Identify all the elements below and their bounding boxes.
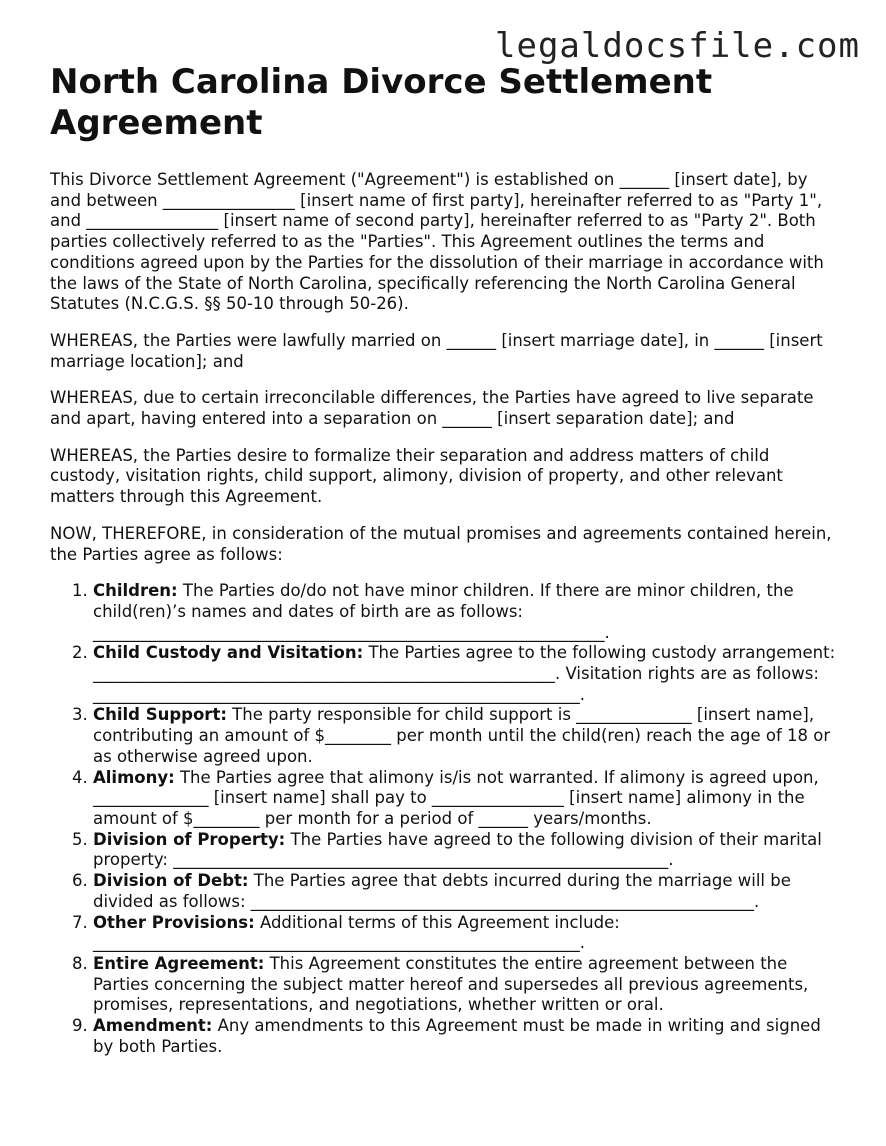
item-heading: Other Provisions: (93, 912, 255, 932)
item-text: The party responsible for child support is ______________ [insert name], contributing an amount of $________ per month until the child(ren) reach the age of 18 or as otherwise agreed upon. (93, 705, 831, 766)
list-item (93, 830, 840, 871)
watermark-text: legaldocsfile.com (495, 26, 860, 66)
list-item (93, 581, 840, 643)
document-title: North Carolina Divorce Settlement Agreement (50, 62, 713, 143)
item-text: Any amendments to this Agreement must be made in writing and signed by both Parties. (93, 1016, 821, 1056)
intro-paragraph: This Divorce Settlement Agreement ("Agreement") is established on ______ [insert date], by and between ________________ [insert name of first party], hereinafter referred to as "Party 1", and ________________ [insert name of second party], hereinafter referred to as "Party 2". Both parties collectively referred to as the "Parties". This Agreement outlines the terms and conditions agreed upon by the Parties for the dissolution of their marriage in accordance with the laws of the State of North Carolina, specifically referencing the North Carolina General Statutes (N.C.G.S. §§ 50-10 through 50-26). (50, 170, 824, 314)
item-heading: Division of Debt: (93, 871, 249, 891)
whereas-separation-paragraph: WHEREAS, due to certain irreconcilable differences, the Parties have agreed to live separate and apart, having entered into a separation on ______ [insert separation date]; and (50, 388, 814, 429)
item-text: The Parties agree that alimony is/is not warranted. If alimony is agreed upon, ______________ [insert name] shall pay to ________________ [insert name] alimony in the amount of $________ per month for a period of ______ years/months. (93, 767, 819, 828)
document-page (50, 62, 840, 1057)
item-heading: Division of Property: (93, 829, 286, 849)
whereas-married-paragraph: WHEREAS, the Parties were lawfully married on ______ [insert marriage date], in ______ [insert marriage location]; and (50, 330, 823, 371)
item-heading: Child Custody and Visitation: (93, 643, 364, 663)
whereas-formalize-paragraph: WHEREAS, the Parties desire to formalize their separation and address matters of child custody, visitation rights, child support, alimony, division of property, and other relevant matters through this Agreement. (50, 445, 783, 507)
item-heading: Entire Agreement: (93, 953, 265, 973)
list-item (93, 954, 840, 1016)
item-text: The Parties have agreed to the following division of their marital property: ____________________________________________________________. (93, 829, 822, 870)
item-text: The Parties do/do not have minor children. If there are minor children, the child(ren)’s names and dates of birth are as follows: ______________________________________________________________. (93, 581, 794, 642)
list-item (93, 705, 840, 767)
item-heading: Amendment: (93, 1016, 213, 1036)
list-item (93, 871, 840, 912)
now-therefore-paragraph: NOW, THEREFORE, in consideration of the mutual promises and agreements contained herein, the Parties agree as follows: (50, 523, 832, 564)
item-heading: Children: (93, 581, 178, 601)
item-text: The Parties agree that debts incurred during the marriage will be divided as follows: _____________________________________________________________. (93, 871, 791, 911)
list-item (93, 643, 840, 705)
terms-list (50, 581, 840, 1057)
item-text: This Agreement constitutes the entire agreement between the Parties concerning the subject matter hereof and supersedes all previous agreements, promises, representations, and negotiations, whether written or oral. (93, 953, 809, 1015)
item-heading: Child Support: (93, 705, 227, 725)
item-heading: Alimony: (93, 767, 175, 787)
list-item (93, 768, 840, 830)
item-text: Additional terms of this Agreement include: ___________________________________________________________. (93, 912, 620, 953)
list-item (93, 1016, 840, 1057)
list-item (93, 913, 840, 954)
item-text: The Parties agree to the following custody arrangement: ________________________________________________________. Visitation rights are as follows: ___________________________________________________________. (93, 643, 836, 704)
